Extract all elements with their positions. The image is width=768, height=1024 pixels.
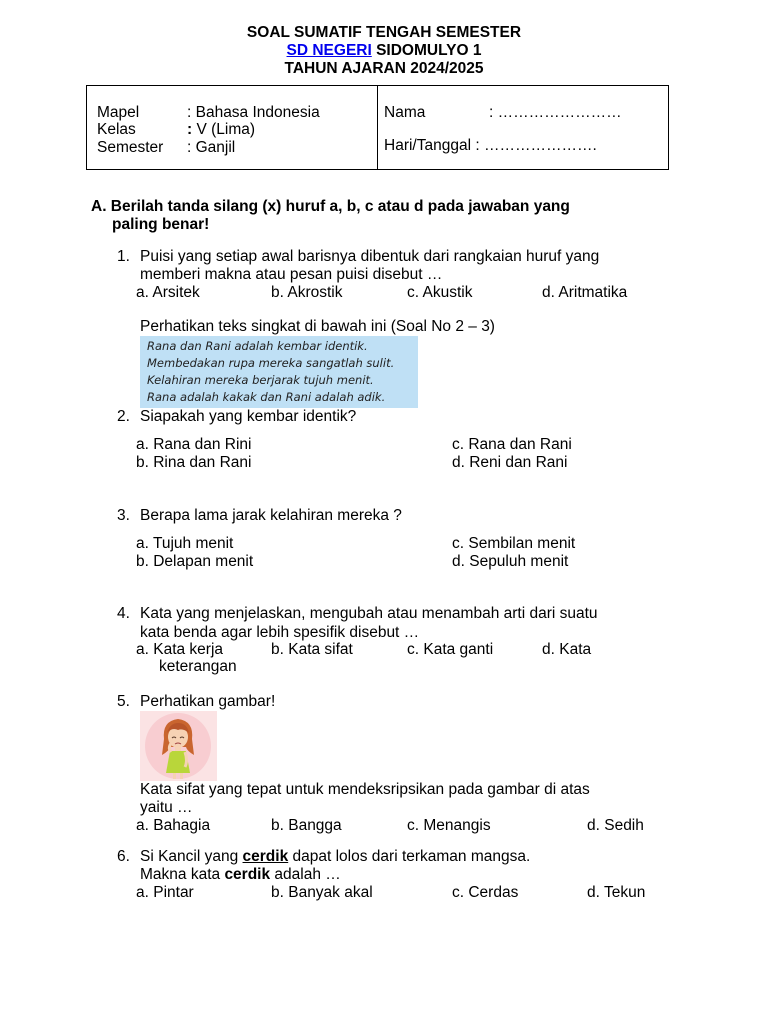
q4-number: 4. (117, 605, 130, 622)
q4-option-c[interactable]: c. Kata ganti (407, 641, 494, 658)
passage-box (140, 336, 418, 408)
keyword-cerdik-bold: cerdik (224, 866, 271, 883)
info-kelas: Kelas : V (Lima) (97, 121, 256, 138)
q3-option-a[interactable]: a. Tujuh menit (136, 535, 234, 552)
q2-option-c[interactable]: c. Rana dan Rani (452, 436, 572, 453)
q3-number: 3. (117, 507, 130, 524)
info-box (86, 85, 669, 170)
info-mapel: Mapel : Bahasa Indonesia (97, 104, 320, 121)
exam-header (0, 24, 768, 78)
q2-option-a[interactable]: a. Rana dan Rini (136, 436, 252, 453)
q3-text: Berapa lama jarak kelahiran mereka ? (140, 507, 402, 524)
q1-option-b[interactable]: b. Akrostik (271, 284, 343, 301)
q6-option-d[interactable]: d. Tekun (587, 884, 646, 901)
section-a-title: A. Berilah tanda silang (x) huruf a, b, c atau d pada jawaban yang paling benar! (91, 198, 570, 233)
q6-text-line2: Makna kata cerdik adalah … (140, 866, 341, 883)
q3-option-c[interactable]: c. Sembilan menit (452, 535, 576, 552)
q5-text-line1: Kata sifat yang tepat untuk mendeksripsikan pada gambar di atas (140, 781, 590, 798)
header-title: SOAL SUMATIF TENGAH SEMESTER (246, 24, 522, 41)
q6-text-line1: Si Kancil yang cerdik dapat lolos dari terkaman mangsa. (140, 848, 531, 865)
q6-option-b[interactable]: b. Banyak akal (271, 884, 373, 901)
q5-option-d[interactable]: d. Sedih (587, 817, 644, 834)
crying-girl-illustration (140, 711, 217, 781)
q5-option-c[interactable]: c. Menangis (407, 817, 491, 834)
q4-text-line1: Kata yang menjelaskan, mengubah atau menambah arti dari suatu (140, 605, 598, 622)
q2-number: 2. (117, 408, 130, 425)
crying-girl-icon (140, 711, 217, 781)
q6-option-c[interactable]: c. Cerdas (452, 884, 519, 901)
q4-text-line2: kata benda agar lebih spesifik disebut … (140, 624, 420, 641)
q3-option-d[interactable]: d. Sepuluh menit (452, 553, 569, 570)
q5-number: 5. (117, 693, 130, 710)
q1-text-line1: Puisi yang setiap awal barisnya dibentuk dari rangkaian huruf yang (140, 248, 600, 265)
q5-option-b[interactable]: b. Bangga (271, 817, 342, 834)
passage-line: Rana adalah kakak dan Rani adalah adik. (147, 390, 386, 404)
q5-text: Perhatikan gambar! (140, 693, 276, 710)
q2-option-d[interactable]: d. Reni dan Rani (452, 454, 568, 471)
q5-text-line2: yaitu … (140, 799, 193, 816)
q1-number: 1. (117, 248, 130, 265)
q6-option-a[interactable]: a. Pintar (136, 884, 194, 901)
info-tanggal[interactable]: Hari/Tanggal : …………………. (384, 137, 597, 154)
passage-line: Kelahiran mereka berjarak tujuh menit. (147, 373, 374, 387)
q4-option-d[interactable]: d. Kata (542, 641, 592, 658)
keyword-cerdik: cerdik (242, 848, 289, 865)
header-school: SD NEGERI SIDOMULYO 1 (286, 42, 482, 59)
q1-option-a[interactable]: a. Arsitek (136, 284, 200, 301)
passage-line: Membedakan rupa mereka sangatlah sulit. (147, 356, 395, 370)
info-divider (377, 86, 378, 169)
info-nama[interactable]: Nama : …………………… (384, 104, 622, 121)
school-link[interactable]: SD NEGERI (286, 42, 372, 59)
q1-text-line2: memberi makna atau pesan puisi disebut … (140, 266, 443, 283)
q1-option-c[interactable]: c. Akustik (407, 284, 473, 301)
q2-option-b[interactable]: b. Rina dan Rani (136, 454, 252, 471)
q1-option-d[interactable]: d. Aritmatika (542, 284, 628, 301)
header-year: TAHUN AJARAN 2024/2025 (284, 60, 484, 77)
info-semester: Semester : Ganjil (97, 139, 236, 156)
q4-option-a[interactable]: a. Kata kerja (136, 641, 224, 658)
q5-option-a[interactable]: a. Bahagia (136, 817, 211, 834)
passage-line: Rana dan Rani adalah kembar identik. (147, 339, 368, 353)
q2-text: Siapakah yang kembar identik? (140, 408, 357, 425)
q4-option-a-cont: keterangan (159, 658, 237, 675)
passage-intro: Perhatikan teks singkat di bawah ini (Soal No 2 – 3) (140, 318, 495, 335)
q4-option-b[interactable]: b. Kata sifat (271, 641, 353, 658)
q6-number: 6. (117, 848, 130, 865)
q3-option-b[interactable]: b. Delapan menit (136, 553, 254, 570)
